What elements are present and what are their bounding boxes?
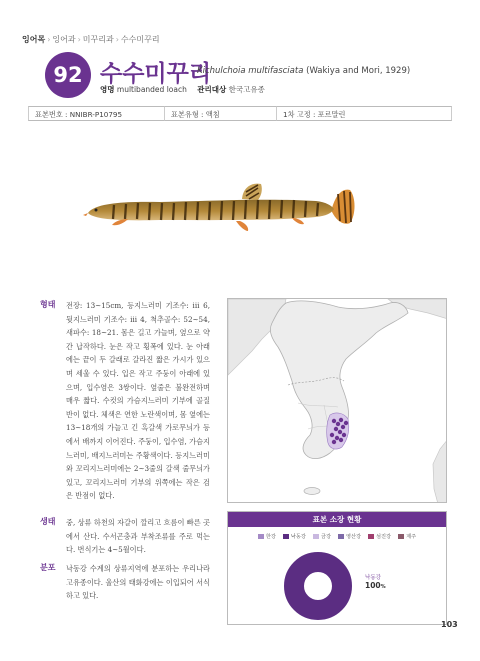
pie-label-name: 낙동강 [365,575,381,581]
distribution-map [227,298,447,503]
legend-label: 영산강 [345,534,362,540]
specimen-info-row [28,106,452,121]
management-value: 한국고유종 [228,85,265,94]
jeju-island [304,488,320,495]
specimen-type: 표본유형 : 액침 [164,106,276,121]
scientific-name [197,66,410,76]
chart-title: 표본 소장 현황 [228,512,446,527]
legend-item [338,533,361,540]
section-distribution [40,562,210,603]
pie-data-label [365,574,386,591]
legend-item [368,533,391,540]
korea-map [228,299,447,503]
pie-chart [274,550,362,622]
section-heading-ecology: 생태 [40,517,56,526]
nakdong-basin [327,413,349,449]
species-number-badge: 92 [45,52,91,98]
legend-swatch-1 [283,534,289,539]
legend-label: 낙동강 [290,534,306,540]
breadcrumb [22,34,160,45]
legend-swatch-0 [258,534,264,539]
pie-label-value [365,582,386,591]
legend-swatch-2 [313,534,319,539]
scientific-name-authority: (Wakiya and Mori, 1929) [306,66,411,76]
legend-label: 섬진강 [376,534,392,540]
japan-landmass [433,439,447,503]
pie-label-unit: % [380,584,386,590]
section-text-distribution: 낙동강 수계의 상류지역에 분포하는 우리나라 고유종이다. 울산의 태화강에는 이입되어 서식하고 있다. [66,564,210,601]
fish-specimen-image [80,175,360,240]
section-morphology [40,299,210,503]
english-name-label: 영명 [100,85,115,94]
section-heading-morphology: 형태 [40,300,56,309]
page-number: 103 [441,620,458,629]
legend-swatch-4 [368,534,374,539]
specimen-fixation: 1차 고정 : 포르말린 [276,106,452,121]
specimen-collection-chart [227,511,447,625]
breadcrumb-separator: › [77,35,81,44]
pie-label-number: 100 [365,581,381,590]
breadcrumb-separator: › [115,35,119,44]
name-line [100,84,265,95]
section-heading-distribution: 분포 [40,563,56,572]
specimen-number: 표본번호 : NNIBR-P10795 [28,106,164,121]
pie-slice-낙동강 [294,562,342,610]
legend-label: 금강 [320,534,331,540]
legend-label: 제주 [406,534,417,540]
section-ecology [40,516,210,557]
breadcrumb-item-species: 수수미꾸리 [120,35,160,44]
breadcrumb-item-suborder: 잉어과 [52,35,76,44]
breadcrumb-item-order: 잉어목 [22,35,46,44]
section-text-ecology: 중, 상류 하천의 자갈이 깔리고 흐름이 빠른 곳에서 산다. 수서곤충과 부착조류를 주로 먹는다. 번식기는 4~5월이다. [66,518,210,555]
section-text-morphology: 전장: 13~15cm, 등지느러미 기조수: iii 6, 뒷지느러미 기조수: iii 4, 척추골수: 52~54, 새파수: 18~21. 몸은 길고 가늘며, 옆으로 약간 납작하다. 눈은 작고 횡폭에 있다. 눈 아래에는 끝이 두 갈래로 갈라진 짧은 가시가 있으며 세울 수 있다. 입은 작고 주둥이 아래에 있으며, 입수염은 3쌍이다. 옆줄은 불완전하며 매우 짧다. 수컷의 가슴지느러미 기부에 골질반이 없다. 체색은 연한 노란색이며, 몸 옆에는 13~18개의 가늘고 긴 흑갈색 가로무늬가 등에서 배까지 이어진다. 주둥이, 입수염, 가슴지느러미, 배지느러미는 주황색이다. 등지느러미와 꼬리지느러미에는 2~3줄의 갈색 줄무늬가 있고, 꼬리지느러미 기부의 위쪽에는 작은 검은 반점이 없다. [66,301,210,501]
legend-item [313,533,331,540]
chart-legend [228,533,446,540]
legend-swatch-5 [398,534,404,539]
legend-swatch-3 [338,534,344,539]
legend-item [283,533,306,540]
english-name: multibanded loach [116,85,187,94]
legend-item [258,533,276,540]
legend-label: 한강 [265,534,276,540]
page-title: 수수미꾸리 [100,61,212,87]
breadcrumb-item-family: 미꾸리과 [82,35,114,44]
legend-item [398,533,416,540]
scientific-name-genus-species: Kichulchoia multifasciata [197,66,304,76]
management-label: 관리대상 [197,85,227,94]
breadcrumb-separator: › [47,35,51,44]
